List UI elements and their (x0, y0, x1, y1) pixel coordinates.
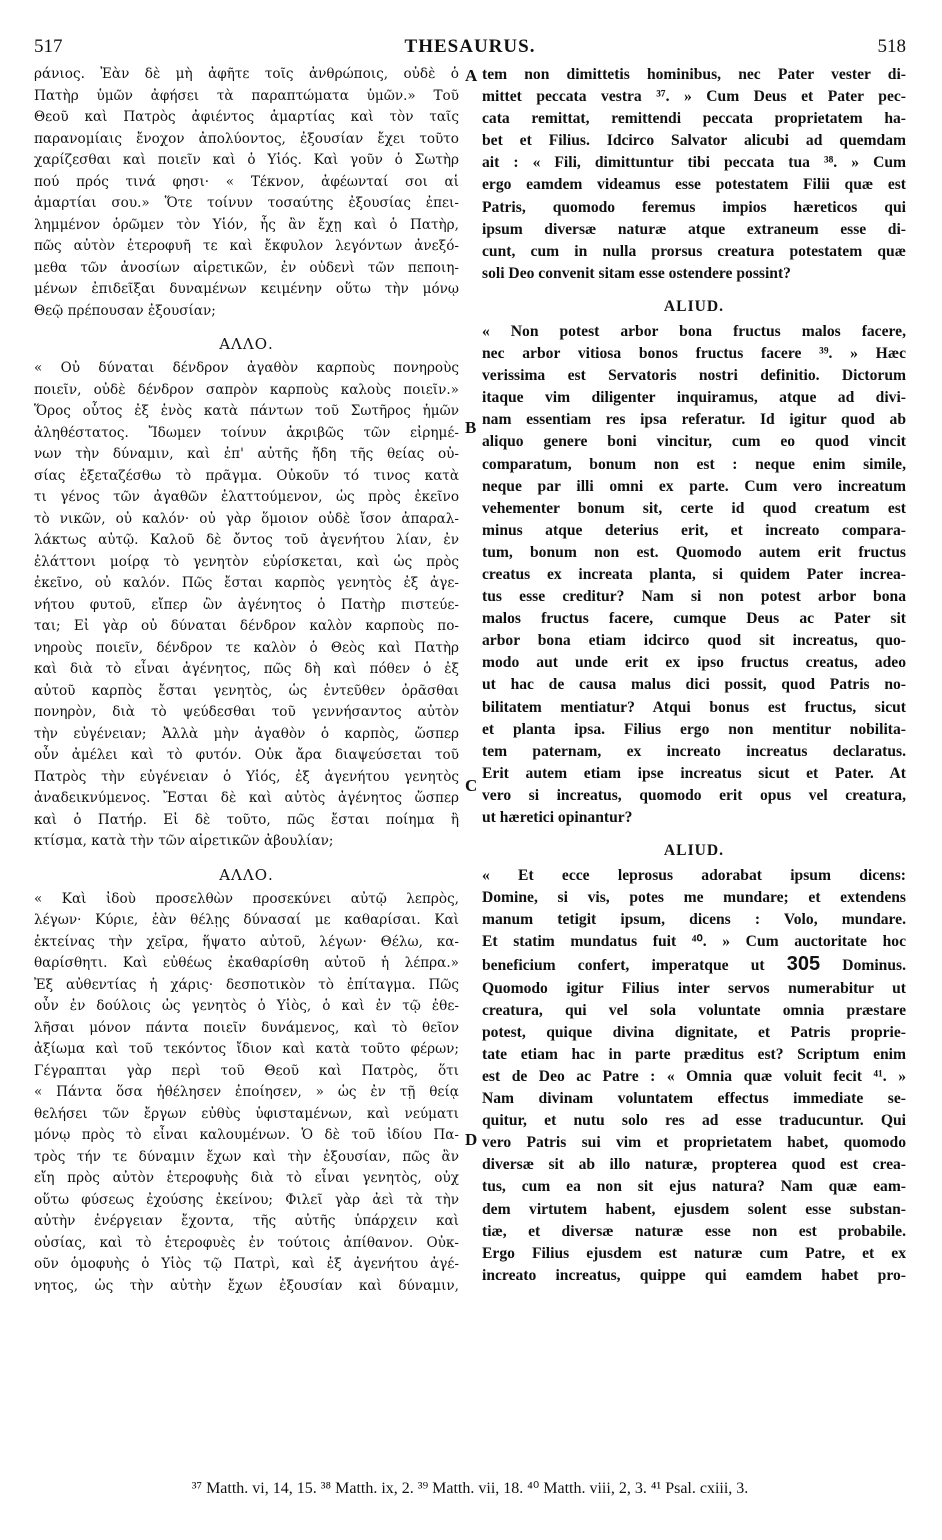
text-line: σίας ἐξεταζέσθω τὸ πρᾶγμα. Οὐκοῦν τό τινος κατὰ (34, 467, 459, 484)
text-line: οὖν ἀμέλει καὶ τὸ φυτόν. Οὐκ ἄρα διαψεύσεται τοῦ (34, 747, 459, 763)
text-line: ἀληθέστατος. Ἴδωμεν τοίνυν ἀκριβῶς τῶν εἰρημέ- (34, 424, 459, 441)
text-line: ται; Εἰ γὰρ οὐ δύναται δένδρον καλὸν καρποὺς πο- (34, 618, 459, 634)
text-line: « Non potest arbor bona fructus malos facere, (482, 322, 906, 340)
text-line: Quomodo igitur Filius inter servos numerabitur ut (482, 979, 906, 997)
text-line: Θεῷ πρέπουσαν ἐξουσίαν; (34, 302, 216, 319)
text-line: verissima est Servatoris nostri definitio. Dictorum (482, 367, 906, 385)
text-line: est de Deo ac Patre : « Omnia quæ voluit fecit ⁴¹. » (482, 1067, 906, 1085)
text-line: « Et ecce leprosus adorabat ipsum dicens: (482, 867, 906, 885)
text-line: Nam divinam voluntatem effectus immediate se- (482, 1090, 906, 1108)
text-line: vero Patris sui vim et proprietatem habet, quomodo (482, 1134, 906, 1152)
text-line: θαρίσθητι. Καὶ εὐθέως ἐκαθαρίσθη αὐτοῦ ἡ λέπρα.» (34, 955, 459, 971)
text-line: quitur, et nutu solo res ad esse traducuntur. Qui (482, 1112, 906, 1130)
text-line: soli Deo convenit sitam esse ostendere possint? (482, 264, 791, 282)
text-line: ipsum diversæ naturæ atque extraneum esse di- (482, 220, 906, 238)
text-line: νων τὴν δύναμιν, καὶ ἐπ' αὐτῆς ἤδη τῆς θείας οὐ- (34, 446, 459, 462)
text-line: modo aut unde erit ex ipso fructus creatus, adeo (482, 654, 906, 672)
text-line: ἀναδεικνύμενος. Ἔσται δὲ καὶ αὐτὸς ἀγένητος ὥσπερ (34, 790, 459, 806)
text-line: malos fructus facere, cumque Deus ac Pater sit (482, 610, 906, 628)
text-line: « Καὶ ἰδοὺ προσελθὼν προσεκύνει αὐτῷ λεπρὸς, (34, 890, 459, 907)
text-line: ἁμαρτίαι σου.» Ὅτε τοίνυν τοσαύτης ἐξουσίας ἐπει- (34, 195, 459, 211)
text-line: tum, bonum non est. Quomodo autem erit fructus (482, 543, 906, 561)
text-line: comparatum, bonum non est : neque enim simile, (482, 455, 906, 473)
text-line: diversæ sit ab illo naturæ, propterea quod est crea- (482, 1156, 906, 1174)
text-line: minus atque deterius erit, et increato compara- (482, 521, 906, 539)
text-line: tiæ, et diversæ naturæ esse non est probabile. (482, 1222, 906, 1240)
text-line: ἐκτείνας τὴν χεῖρα, ἥψατο αὐτοῦ, λέγων· Θέλω, κα- (34, 933, 459, 950)
text-line: tem paternam, ex increato increatus declaratus. (482, 742, 906, 760)
text-line: dem virtutem habent, ejusdem solent esse substan- (482, 1200, 906, 1218)
text-line: Patris, quomodo feremus impios hæreticos qui (482, 198, 906, 216)
text-line: καὶ ὁ Πατήρ. Εἰ δὲ τοῦτο, πῶς ἔσται ποίημα ἢ (34, 811, 459, 828)
text-line: creatura, qui vel sola voluntate omnia præstare (482, 1001, 906, 1019)
margin-marker-d: D (465, 1130, 478, 1149)
section-heading: ΑΛΛΟ. (219, 335, 274, 353)
text-line: Et statim mundatus fuit ⁴⁰. » Cum auctoritate hoc (482, 933, 906, 951)
text-line: ράνιος. Ἐὰν δὲ μὴ ἀφῆτε τοῖς ἀνθρώποις, οὐδὲ ὁ (34, 66, 459, 82)
text-line: οὕτω φύσεως ἐχούσης ἐκείνου; Φιλεῖ γὰρ ἀεὶ τὰ τὴν (34, 1191, 459, 1208)
text-line: potest, quique divina dignitate, et Patris proprie- (482, 1023, 906, 1041)
text-line: οῦν ὁμοφυὴς ὁ Υἱὸς τῷ Πατρὶ, καὶ ἐξ ἀγενήτου ἀγέ- (34, 1256, 459, 1272)
text-line: tus, cum ea non sit ejus natura? Nam quæ eam- (482, 1178, 906, 1196)
text-line: bilitatem mentiatur? Atqui bonus est fructus, sicut (482, 698, 906, 716)
latin-column (482, 64, 906, 1287)
text-line: οὐσίας, καὶ τὸ ἑτεροφυὲς ἐν τούτοις ἀπίθανον. Οὐκ- (34, 1234, 459, 1251)
text-line: κτίσμα, κατὰ τὴν τῶν αἱρετικῶν ἀβουλίαν; (34, 833, 334, 849)
text-line: ut hac de causa malus dici possit, quod Patris no- (482, 676, 906, 694)
text-line: αὐτὴν ἐνέργειαν ἔχοντα, τῆς αὐτῆς ὑπάρχειν καὶ (34, 1213, 459, 1229)
text-line: νητος, ὡς τὴν αὐτὴν ἔχων ἐξουσίαν καὶ δύναμιν, (34, 1277, 459, 1294)
text-line: creatus ex increata planta, si quidem Pater increa- (482, 565, 906, 583)
text-line: μεθα τῶν ἀνοσίων αἱρετικῶν, ἐν οὐδενὶ τῶν πεποιη- (34, 259, 459, 276)
right-page-number: 518 (877, 36, 906, 57)
text-line: τὸ νικῶν, οὐ καλόν· οὐ γὰρ ὅμοιον οὐδὲ ἴσον ἀπαραλ- (34, 510, 459, 527)
text-line: παρανομίαις ἔνοχον ἀπολύοντος, ἐξουσίαν ἔχει τοῦτο (34, 130, 459, 147)
text-line: tem non dimittetis hominibus, nec Pater vester di- (482, 66, 906, 83)
text-line: aliquo genere boni vincitur, cum eo quod vincit (482, 433, 906, 451)
text-line: ποιεῖν, οὐδὲ δένδρον σαπρὸν καρποὺς καλοὺς ποιεῖν.» (34, 381, 459, 398)
text-line: λέγων· Κύριε, ἐὰν θέλῃς δύνασαί με καθαρίσαι. Καὶ (34, 912, 459, 928)
text-line: καὶ διὰ τὸ εἶναι ἀγένητος, πῶς δὴ καὶ πόθεν ὁ ἐξ (34, 661, 459, 677)
greek-column (34, 64, 459, 1297)
text-line: bet et Filius. Idcirco Salvator alicubi ad quemdam (482, 132, 906, 150)
text-line: πού πρός τινά φησι· « Τέκνον, ἀφέωνταί σοι αἱ (34, 173, 459, 190)
text-line: πῶς αὐτὸν ἑτεροφυῆ τε καὶ ἔκφυλον λεγόντων ἀνεξό- (34, 238, 459, 254)
text-line: μόνῳ πρὸς τὸ εἶναι καλουμένων. Ὁ δὲ τοῦ ἰδίου Πα- (34, 1127, 459, 1143)
running-title: THESAURUS. (404, 36, 536, 57)
footnotes: ³⁷ Matth. vi, 14, 15. ³⁸ Matth. ix, 2. ³⁹ Matth. vii, 18. ⁴⁰ Matth. viii, 2, 3. ⁴¹ Psal. cxiii, 3. (191, 1480, 749, 1497)
section-heading: ALIUD. (663, 297, 725, 315)
left-page-number: 517 (34, 36, 63, 57)
text-line: ergo eamdem videamus esse potestatem Filii quæ est (482, 176, 906, 194)
text-line: et planta ipsa. Filius ergo non mentitur nobilita- (482, 720, 906, 738)
text-line: tus esse creditur? Nam si non potest arbor bona (482, 588, 906, 606)
text-line: Erit autem etiam ipse increatus sicut et Pater. At (482, 764, 906, 782)
text-line: nec arbor vitiosa bonos fructus facere ³⁹. » Hæc (482, 345, 906, 363)
text-line: Θεοῦ καὶ Πατρὸς ἀφιέντος ἁμαρτίας καὶ τὸν ταῖς (34, 109, 459, 125)
text-line: Ergo Filius ejusdem est naturæ cum Patre, et ex (482, 1244, 906, 1262)
margin-marker-c: C (465, 776, 478, 795)
text-line: nam essentiam res ipsa referatur. Id igitur quod ab (482, 411, 906, 429)
text-line: Πατὴρ ὑμῶν ἀφήσει τὰ παραπτώματα ὑμῶν.» Τοῦ (34, 87, 459, 104)
text-line: « Πάντα ὅσα ἠθέλησεν ἐποίησεν, » ὡς ἐν τῇ θείᾳ (34, 1084, 459, 1100)
column-number: 305 (786, 953, 821, 976)
text-line: ait : « Fili, dimittuntur tibi peccata tua ³⁸. » Cum (482, 154, 906, 172)
text-line: cunt, cum in nulla prorsus creatura potestatem quæ (482, 242, 906, 260)
text-line: vehementer bonum sit, certe id quod creatum est (482, 499, 906, 517)
text-line: αὐτοῦ καρπὸς ἔσται γενητὸς, ὡς ἐντεῦθεν ὀρᾶσθαι (34, 682, 459, 699)
text-line: λῆσαι μόνον πάντα ποιεῖν δυνάμενος, καὶ τὸ θεῖον (34, 1019, 459, 1036)
text-line: Γέγραπται γὰρ περὶ τοῦ Θεοῦ καὶ Πατρὸς, ὅτι (34, 1062, 459, 1079)
text-line: ἐκεῖνο, οὐ καλόν. Πῶς ἔσται καρπὸς γενητὸς ἐξ ἀγε- (34, 575, 459, 591)
text-line: νήτου φυτοῦ, εἴπερ ὢν ἀγένητος ὁ Πατὴρ πιστεύε- (34, 596, 459, 613)
text-line: ἀξίωμα καὶ τοῦ τεκόντος ἴδιον καὶ κατὰ τοῦτο φέρων; (34, 1041, 459, 1057)
text-line: θελήσει τῶν ἔργων εὐθὺς ὑφισταμένων, καὶ νεύματι (34, 1105, 459, 1122)
text-line: itaque vim diligenter inquiramus, atque ad divi- (482, 389, 906, 407)
text-line: χαρίζεσθαι καὶ ποιεῖν καὶ ὁ Υἱός. Καὶ γοῦν ὁ Σωτὴρ (34, 152, 459, 168)
text-line: increato increatus, quippe qui eamdem habet pro- (482, 1266, 906, 1284)
text-line: ut hæretici opinantur? (482, 809, 633, 826)
text-line: τι γένος τῶν ἀγαθῶν ἐλαττούμενον, ὡς πρὸς ἐκεῖνο (34, 489, 459, 505)
text-line: arbor bona etiam idcirco quod sit increatus, quo- (482, 632, 906, 650)
text-line: λάκτως αὐτῷ. Καλοῦ δὲ ὄντος τοῦ ἀγενήτου λίαν, ἐν (34, 532, 459, 548)
text-line: neque par illi omni ex parte. Cum vero increatum (482, 477, 906, 495)
text-line: Ἐξ αὐθεντίας ἡ χάρις· δεσποτικὸν τὸ ἐπίταγμα. Πῶς (34, 976, 459, 993)
text-line: τρὸς τήν τε δύναμιν ἔχων καὶ τὴν ἐξουσίαν, πῶς ἂν (34, 1148, 459, 1165)
text-line: οὖν ἐν δούλοις ὡς γενητὸς ὁ Υἱὸς, ὁ καὶ ἐν τῷ ἐθε- (34, 998, 459, 1014)
text-line: tate etiam hac in parte præditus est? Scriptum enim (482, 1045, 906, 1063)
section-heading: ALIUD. (663, 842, 725, 860)
page-header (34, 36, 906, 60)
text-line: manum tetigit ipsum, dicens : Volo, mundare. (482, 911, 906, 929)
margin-marker-a: A (465, 66, 478, 85)
text-line: Πατρὸς τὴν εὐγένειαν ὁ Υἱός, ἐξ ἀγενήτου γενητὸς (34, 768, 459, 785)
text-line: « Οὐ δύναται δένδρον ἀγαθὸν καρποὺς πονηροὺς (34, 360, 459, 376)
margin-marker-b: B (465, 418, 477, 437)
section-heading: ΑΛΛΟ. (219, 865, 274, 884)
text-line: τὴν εὐγένειαν; Ἀλλὰ μὴν ἀγαθὸν ὁ καρπὸς, ὥσπερ (34, 725, 459, 742)
text-line: vero si increatus, quomodo erit opus vel creatura, (482, 786, 906, 804)
text-line: beneficium confert, imperatque ut 305 Dominus. (482, 953, 906, 976)
text-line: Ὅρος οὗτος ἐξ ἑνὸς κατὰ πάντων τοῦ Σωτῆρος ἡμῶν (34, 403, 459, 419)
text-line: ἐλάττονι μοίρᾳ τὸ γενητὸν εὑρίσκεται, καὶ ὡς πρὸς (34, 553, 459, 570)
text-line: mittet peccata vestra ³⁷. » Cum Deus et Pater pec- (482, 88, 906, 106)
text-line: Domine, si vis, potes me mundare; et extendens (482, 889, 906, 907)
text-line: λημμένον ὁρῶμεν τὸν Υἱόν, ἧς ἂν ἔχῃ καὶ ὁ Πατὴρ, (34, 216, 459, 233)
text-line: cata remittat, remittendi peccata proprietatem ha- (482, 110, 906, 128)
text-line: μένων ἐπιδεῖξαι δυναμένων κειμένην οὕτω τὴν μόνῳ (34, 281, 459, 297)
text-line: νηροὺς ποιεῖν, δένδρον τε καλὸν ὁ Θεὸς καὶ Πατὴρ (34, 639, 459, 656)
text-line: πονηρὸν, διὰ τὸ ψεύδεσθαι τοῦ γεννήσαντος αὐτὸν (34, 704, 459, 720)
text-line: εἴη πρὸς αὐτὸν ἑτεροφυὴς διὰ τὸ εἶναι γενητὸς, οὐχ (34, 1170, 459, 1186)
